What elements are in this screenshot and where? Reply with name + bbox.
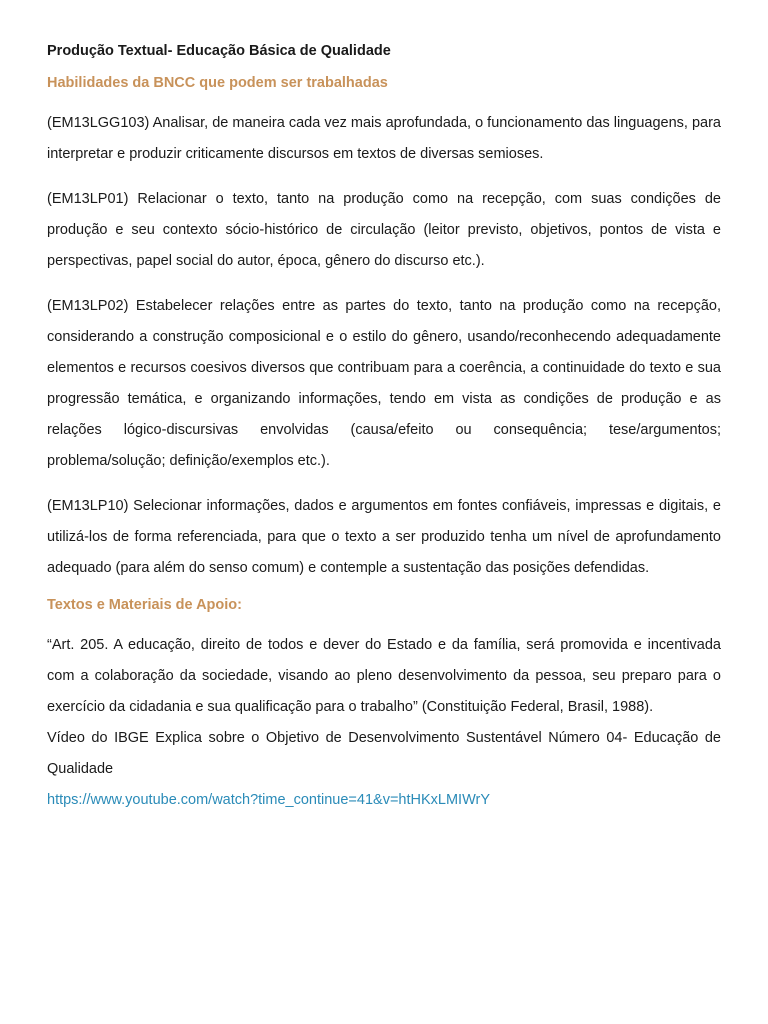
skill-paragraph-2: (EM13LP01) Relacionar o texto, tanto na produção como na recepção, com suas condições de produção e seu contexto sócio-histórico de circulação (leitor previsto, objetivos, pontos de vista e perspectivas, papel social do autor, época, gênero do discurso etc.). — [47, 191, 721, 269]
skills-heading: Habilidades da BNCC que podem ser trabalhadas — [47, 75, 388, 91]
document-page — [47, 40, 721, 816]
quote-paragraph: “Art. 205. A educação, direito de todos e dever do Estado e da família, será promovida e incentivada com a colaboração da sociedade, visando ao pleno desenvolvimento da pessoa, seu preparo para o exercício da cidadania e sua qualificação para o trabalho” (Constituição Federal, Brasil, 1988). — [47, 637, 721, 715]
skill-paragraph-1: (EM13LGG103) Analisar, de maneira cada vez mais aprofundada, o funcionamento das linguagens, para interpretar e produzir criticamente discursos em textos de diversas semioses. — [47, 115, 721, 162]
skill-paragraph-4: (EM13LP10) Selecionar informações, dados e argumentos em fontes confiáveis, impressas e digitais, e utilizá-los de forma referenciada, para que o texto a ser produzido tenha um nível de aprofundamento adequado (para além do senso comum) e contemple a sustentação das posições defendidas. — [47, 498, 721, 576]
video-link[interactable]: https://www.youtube.com/watch?time_continue=41&v=htHKxLMIWrY — [47, 792, 491, 808]
materials-heading: Textos e Materiais de Apoio: — [47, 597, 242, 613]
document-title: Produção Textual- Educação Básica de Qualidade — [47, 43, 391, 59]
skill-paragraph-3: (EM13LP02) Estabelecer relações entre as partes do texto, tanto na produção como na recepção, considerando a construção composicional e o estilo do gênero, usando/reconhecendo adequadamente elementos e recursos coesivos diversos que contribuam para a coerência, a continuidade do texto e sua progressão temática, e organizando informações, tendo em vista as condições de produção e as relações lógico-discursivas envolvidas (causa/efeito ou consequência; tese/argumentos; problema/solução; definição/exemplos etc.). — [47, 298, 721, 469]
video-description: Vídeo do IBGE Explica sobre o Objetivo de Desenvolvimento Sustentável Número 04- Educação de Qualidade — [47, 730, 721, 777]
